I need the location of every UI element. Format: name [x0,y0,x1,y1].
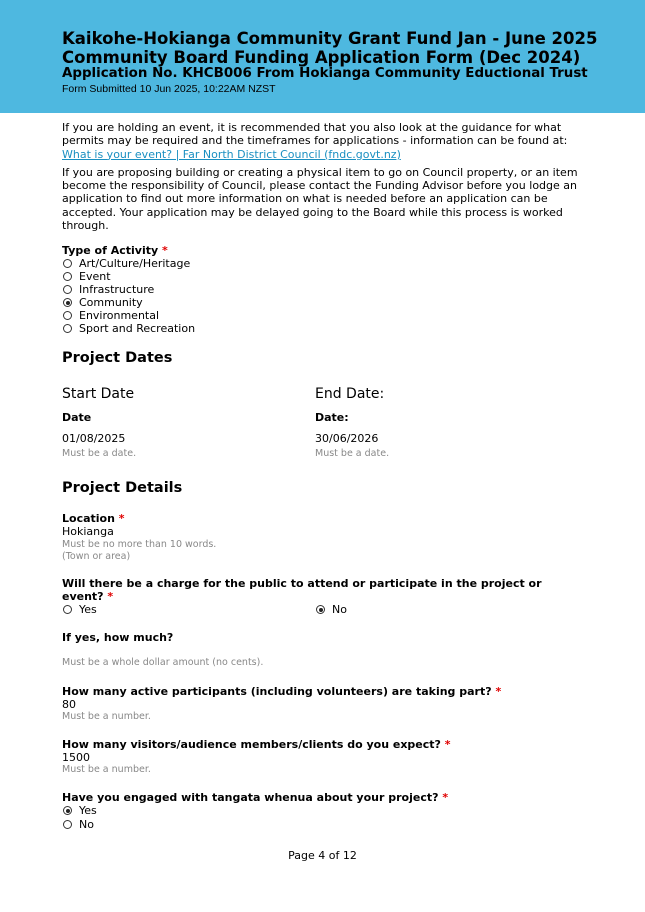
activity-option[interactable] [62,309,195,322]
tangata-whenua-label: Have you engaged with tangata whenua about your project? * [62,791,449,804]
visitors-value: 1500 [62,751,90,764]
activity-option-label: Community [79,296,143,310]
activity-option-label: Sport and Recreation [79,322,196,336]
location-label: Location * [62,512,125,525]
activity-option[interactable] [62,322,195,335]
end-date-label: Date: [315,411,349,424]
event-guidance-link[interactable]: What is your event? | Far North District Council (fndc.govt.nz) [62,147,401,161]
how-much-label: If yes, how much? [62,631,174,644]
radio-icon[interactable] [63,820,72,829]
activity-option[interactable] [62,296,195,309]
project-dates-heading: Project Dates [62,350,173,366]
charge-no-label: No [332,603,347,616]
location-hint-words: Must be no more than 10 words. [62,539,217,550]
end-date-value: 30/06/2026 [315,432,379,445]
radio-icon[interactable] [63,259,72,268]
header-banner [0,0,645,113]
tangata-yes-label: Yes [79,804,97,817]
participants-hint: Must be a number. [62,711,151,722]
form-title-line2: Community Board Funding Application Form (Dec 2024) [62,48,581,67]
radio-icon[interactable] [63,285,72,294]
tangata-option-no[interactable] [62,818,94,831]
event-guidance-text: If you are holding an event, it is recommended that you also look at the guidance for what permits may be required and the timeframes for applications - information can be found at: [62,121,568,148]
page-number: Page 4 of 12 [288,849,357,862]
activity-option[interactable] [62,257,195,270]
how-much-hint: Must be a whole dollar amount (no cents). [62,657,264,668]
charge-label: Will there be a charge for the public to attend or participate in the project or event? * [62,577,542,604]
start-date-value: 01/08/2025 [62,432,126,445]
participants-label: How many active participants (including volunteers) are taking part? * [62,685,502,698]
activity-option[interactable] [62,270,195,283]
submitted-timestamp: Form Submitted 10 Jun 2025, 10:22AM NZST [62,83,276,95]
radio-icon[interactable] [63,298,72,307]
visitors-hint: Must be a number. [62,764,151,775]
start-date-heading: Start Date [62,386,135,402]
tangata-no-label: No [79,818,94,831]
end-date-heading: End Date: [315,386,385,402]
location-hint-area: (Town or area) [62,551,131,562]
intro-section [62,121,582,237]
tangata-option-yes[interactable] [62,804,97,817]
visitors-label: How many visitors/audience members/clients do you expect? * [62,738,451,751]
activity-label: Type of Activity * [62,244,168,257]
activity-options [62,257,195,335]
location-value: Hokianga [62,525,114,538]
activity-option[interactable] [62,283,195,296]
start-date-label: Date [62,411,92,424]
activity-option-label: Infrastructure [79,283,155,297]
radio-icon[interactable] [63,605,72,614]
application-number: Application No. KHCB006 From Hokianga Community Eductional Trust [62,66,588,81]
form-title-line1: Kaikohe-Hokianga Community Grant Fund Jan - June 2025 [62,29,598,48]
participants-value: 80 [62,698,76,711]
radio-icon[interactable] [63,324,72,333]
event-guidance [62,121,582,161]
radio-icon[interactable] [63,272,72,281]
charge-option-no[interactable] [315,603,347,616]
radio-icon[interactable] [316,605,325,614]
activity-option-label: Event [79,270,111,284]
radio-icon[interactable] [63,311,72,320]
start-date-hint: Must be a date. [62,448,137,459]
end-date-hint: Must be a date. [315,448,390,459]
activity-field [62,244,195,335]
building-guidance-text: If you are proposing building or creating a physical item to go on Council property, or an item become the responsibility of Council, please contact the Funding Advisor before you lodge an application to find out more information on what is needed before an application can be accepted. Your application may be delayed going to the Board while this process is worked through. [62,165,578,233]
activity-option-label: Environmental [79,309,160,323]
charge-yes-label: Yes [79,603,97,616]
charge-option-yes[interactable] [62,603,97,616]
activity-option-label: Art/Culture/Heritage [79,257,191,271]
project-details-heading: Project Details [62,480,183,496]
radio-icon[interactable] [63,806,72,815]
